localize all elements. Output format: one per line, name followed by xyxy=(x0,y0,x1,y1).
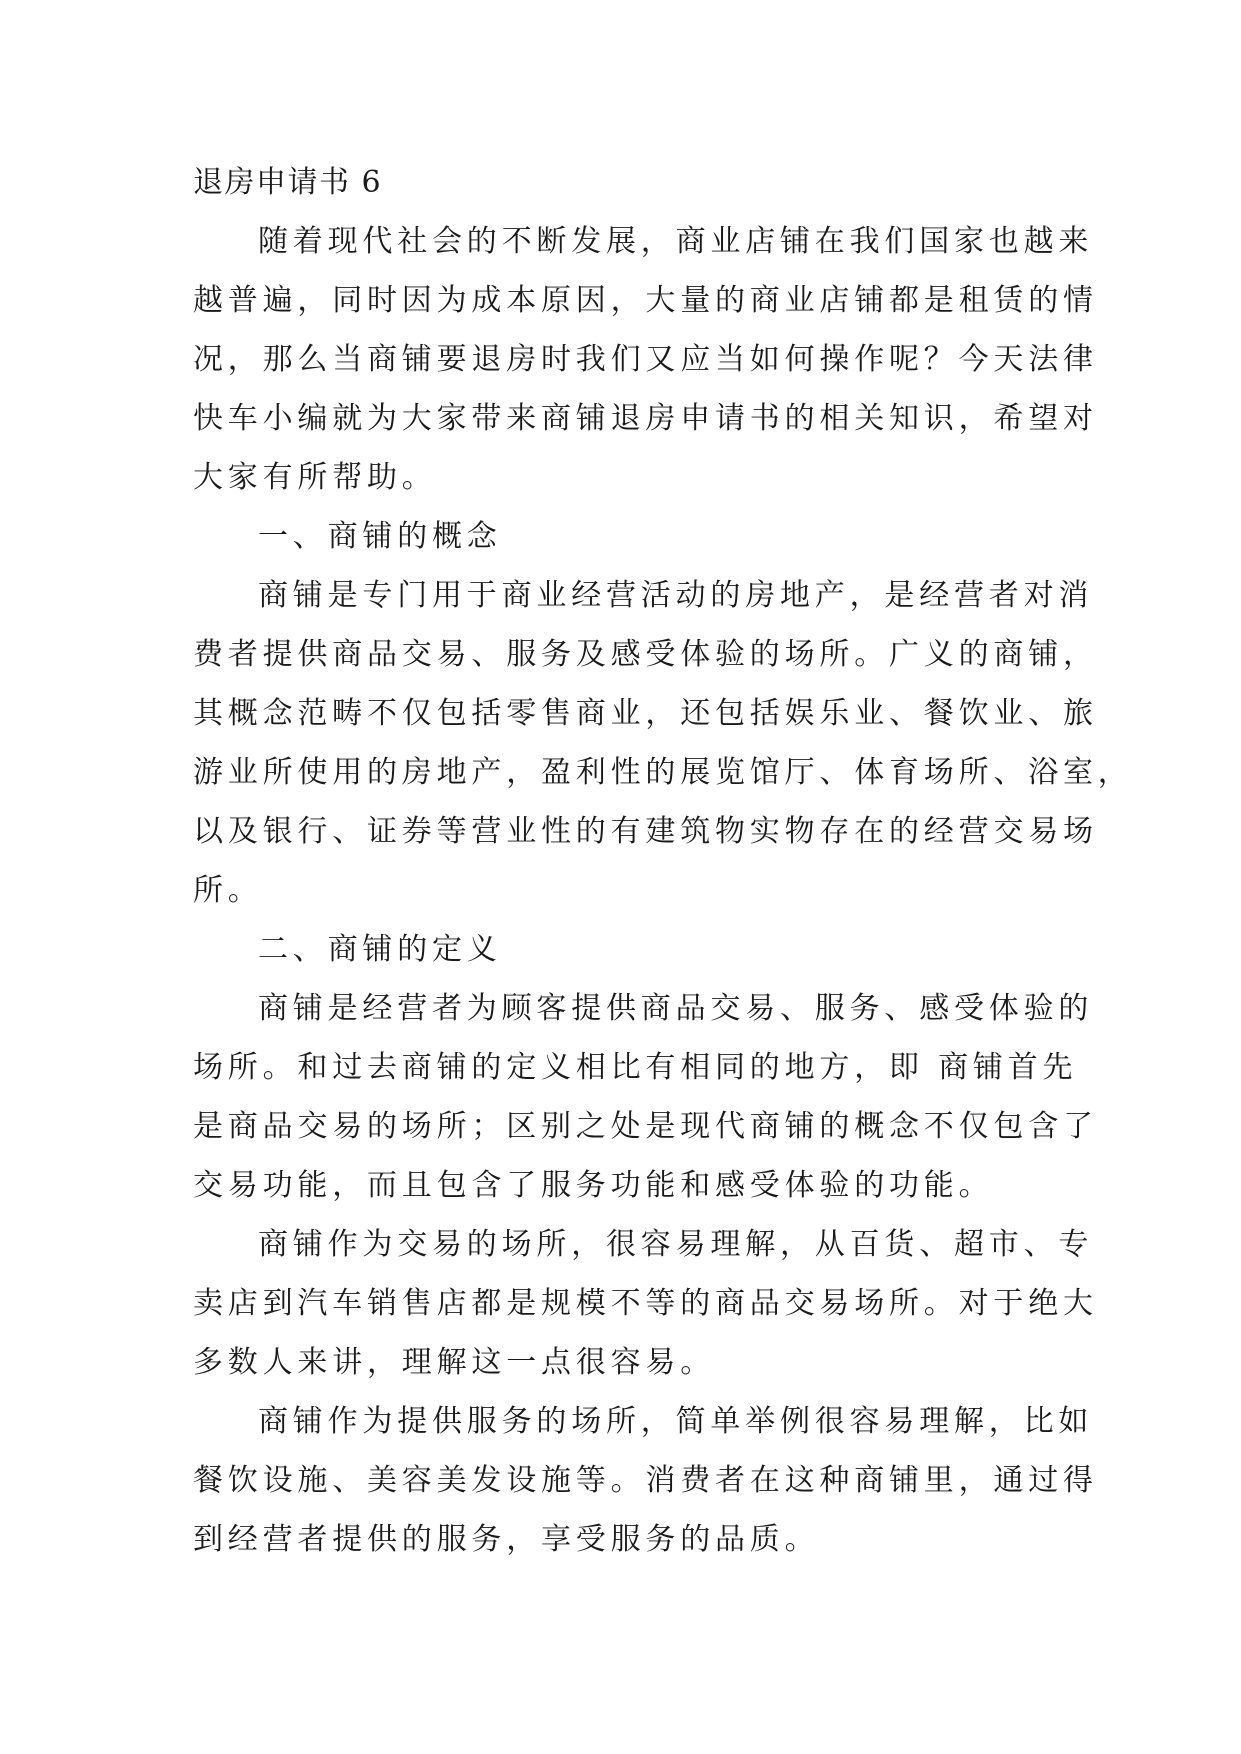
section-heading: 一、商铺的概念 xyxy=(258,519,502,554)
paragraph-line: 费者提供商品交易、服务及感受体验的场所。广义的商铺， xyxy=(193,637,1098,672)
paragraph-line: 越普遍，同时因为成本原因，大量的商业店铺都是租赁的情 xyxy=(193,283,1098,318)
paragraph-line: 餐饮设施、美容美发设施等。消费者在这种商铺里，通过得 xyxy=(193,1463,1098,1498)
paragraph-line: 是商品交易的场所；区别之处是现代商铺的概念不仅包含了 xyxy=(193,1109,1098,1144)
paragraph-line: 其概念范畴不仅包括零售商业，还包括娱乐业、餐饮业、旅 xyxy=(193,696,1098,731)
paragraph-line: 商铺作为交易的场所，很容易理解，从百货、超市、专 xyxy=(258,1227,1094,1262)
paragraph-line: 快车小编就为大家带来商铺退房申请书的相关知识，希望对 xyxy=(193,401,1098,436)
paragraph-line: 场所。和过去商铺的定义相比有相同的地方，即 商铺首先 xyxy=(193,1050,1078,1085)
paragraph-line: 况，那么当商铺要退房时我们又应当如何操作呢？今天法律 xyxy=(193,342,1098,377)
paragraph-line: 卖店到汽车销售店都是规模不等的商品交易场所。对于绝大 xyxy=(193,1286,1098,1321)
section-heading: 二、商铺的定义 xyxy=(258,932,502,967)
paragraph-line: 到经营者提供的服务，享受服务的品质。 xyxy=(193,1522,820,1557)
document-title: 退房申请书 6 xyxy=(193,165,383,200)
paragraph-line: 大家有所帮助。 xyxy=(193,460,437,495)
paragraph-line: 交易功能，而且包含了服务功能和感受体验的功能。 xyxy=(193,1168,994,1203)
paragraph-line: 游业所使用的房地产，盈利性的展览馆厅、体育场所、浴室， xyxy=(193,755,1133,790)
paragraph-line: 随着现代社会的不断发展，商业店铺在我们国家也越来 xyxy=(258,224,1094,259)
paragraph-line: 以及银行、证券等营业性的有建筑物实物存在的经营交易场 xyxy=(193,814,1098,849)
paragraph-line: 所。 xyxy=(193,873,263,908)
paragraph-line: 商铺是经营者为顾客提供商品交易、服务、感受体验的 xyxy=(258,991,1094,1026)
paragraph-line: 商铺作为提供服务的场所，简单举例很容易理解，比如 xyxy=(258,1404,1094,1439)
paragraph-line: 商铺是专门用于商业经营活动的房地产，是经营者对消 xyxy=(258,578,1094,613)
paragraph-line: 多数人来讲，理解这一点很容易。 xyxy=(193,1345,715,1380)
